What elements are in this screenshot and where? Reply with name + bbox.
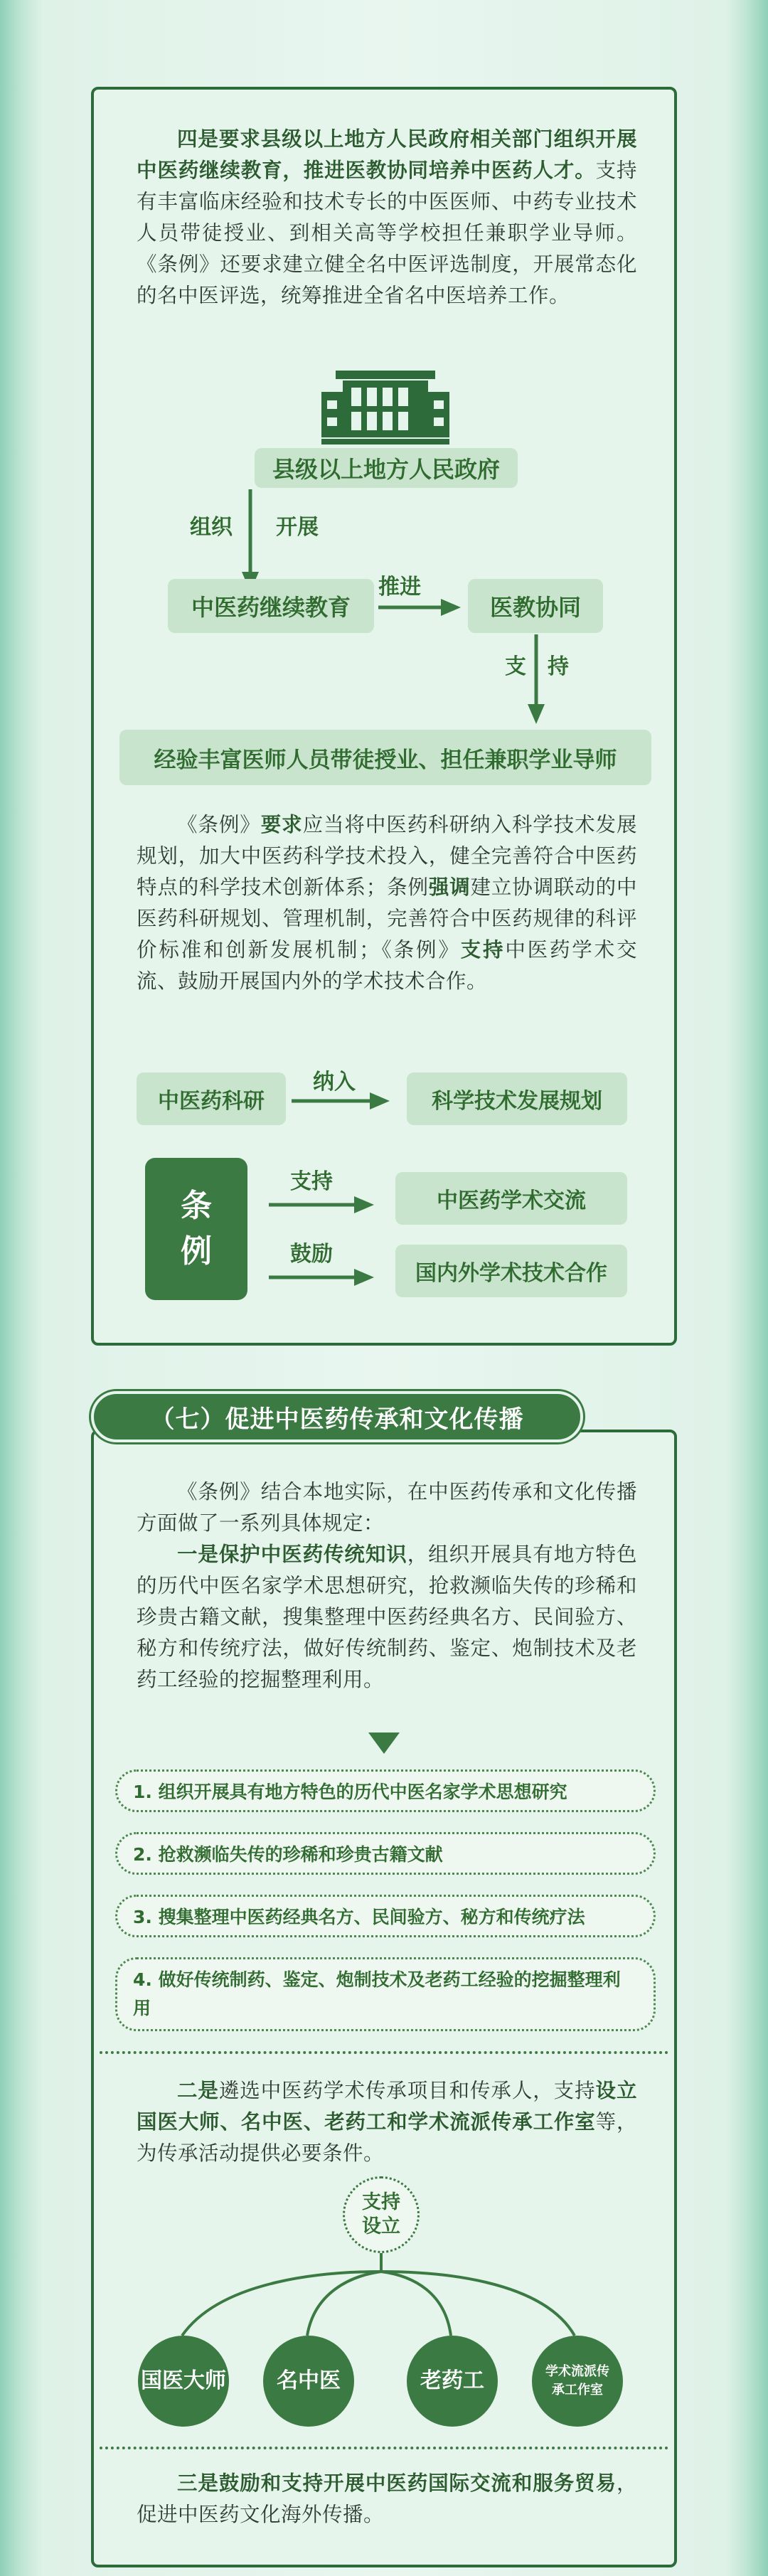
label-conduct: 开展	[276, 515, 319, 540]
divider	[100, 2447, 668, 2449]
arrow-down-icon	[242, 489, 259, 593]
body-text: ，组织开展具有地方特色的历代中医名家学术思想研究，抢救濒临失传的珍稀和珍贵古籍文献，搜集整理中医药经典名方、民间验方、秘方和传统疗法，做好传统制药、鉴定、炮制技术及老药工经验的挖掘整理利用。	[137, 1543, 637, 1691]
body-text: 《条例》	[177, 813, 261, 836]
label-include: 纳入	[313, 1070, 356, 1095]
center-line-2: 设立	[362, 2215, 400, 2237]
tiaoli-char-1: 条	[181, 1188, 212, 1224]
body-text: 《条例》结合本地实际，在中医药传承和文化传播方面做了一系列具体规定：	[137, 1480, 637, 1535]
support-center	[343, 2176, 420, 2253]
arrow-right-icon	[269, 1269, 375, 1286]
emphasis-text: 要求	[260, 813, 303, 836]
coop-box: 医教协同	[468, 579, 603, 633]
arrow-down-icon	[528, 634, 545, 727]
result-box: 经验丰富医师人员带徒授业、担任兼职学业导师	[119, 730, 651, 785]
tiaoli-char-2: 例	[181, 1233, 212, 1270]
label-organize: 组织	[190, 515, 233, 540]
body-text: 建立协调联动的中医药科研规划、管理机制，完善符合中医药规律的科评价标准和创新发展机制；《条例》	[137, 875, 637, 962]
paragraph-first	[137, 1539, 637, 1696]
body-text: 中医药学术交流、鼓励开展国内外的学术技术合作。	[137, 938, 637, 993]
body-text: 遴选中医药学术传承项目和传承人，支持	[218, 2079, 596, 2102]
emphasis-text: 强调	[428, 875, 471, 899]
paragraph-second	[137, 2075, 637, 2169]
rule-item-2: 2. 抢救濒临失传的珍稀和珍贵古籍文献	[115, 1832, 656, 1875]
rule-item-4: 4. 做好传统制药、鉴定、炮制技术及老药工经验的挖掘整理利用	[115, 1957, 656, 2031]
rule-item-1: 1. 组织开展具有地方特色的历代中医名家学术思想研究	[115, 1769, 656, 1812]
paragraph-intro	[137, 1476, 637, 1539]
panel-inheritance	[91, 1430, 677, 2567]
emphasis-text: 设立国医大师、名中医、老药工和学术流派传承工作室	[137, 2079, 637, 2134]
node-master: 国医大师	[138, 2336, 229, 2427]
arrow-right-icon	[378, 599, 461, 616]
plan-box: 科学技术发展规划	[407, 1073, 627, 1125]
rule-item-3: 3. 搜集整理中医药经典名方、民间验方、秘方和传统疗法	[115, 1895, 656, 1937]
node-pharmacist: 老药工	[407, 2336, 498, 2427]
body-text: 等，为传承活动提供必要条件。	[137, 2110, 637, 2165]
divider	[100, 2051, 668, 2054]
panel-education-research	[91, 87, 677, 1346]
emphasis-text: 三是鼓励和支持开展中医药国际交流和服务贸易	[177, 2471, 617, 2495]
body-text: 支持有丰富临床经验和技术专长的中医医师、中药专业技术人员带徒授业、到相关高等学校担任兼职学业导师。《条例》还要求建立健全名中医评选制度，开展常态化的名中医评选，统筹推进全省名中医培养工作。	[137, 159, 637, 307]
tiaoli-box	[145, 1158, 247, 1300]
label-support-1: 支	[505, 654, 526, 679]
exchange-box: 中医药学术交流	[395, 1172, 627, 1225]
paragraph-four	[137, 124, 637, 312]
label-support: 支持	[290, 1169, 333, 1194]
paragraph-research	[137, 809, 637, 997]
triangle-down-icon	[368, 1733, 400, 1754]
arrow-right-icon	[292, 1092, 391, 1109]
label-push: 推进	[378, 575, 421, 600]
emphasis-text: 四是要求县级以上地方人民政府相关部门组织开展中医药继续教育，推进医教协同培养中医药人才。	[137, 127, 637, 182]
edu-box: 中医药继续教育	[168, 579, 374, 633]
paragraph-third	[137, 2468, 637, 2530]
label-encourage: 鼓励	[290, 1242, 333, 1267]
research-box: 中医药科研	[137, 1073, 286, 1125]
emphasis-text: 一是保护中医药传统知识	[177, 1543, 407, 1566]
node-school-studio: 学术流派传承工作室	[532, 2336, 623, 2427]
arrow-right-icon	[269, 1196, 375, 1213]
emphasis-text: 支持	[460, 938, 506, 962]
cooperation-box: 国内外学术技术合作	[395, 1245, 627, 1297]
section-title-seven: （七）促进中医药传承和文化传播	[91, 1391, 583, 1442]
label-support-2: 持	[548, 654, 569, 679]
body-text: 应当将中医药科研纳入科学技术发展规划，加大中医药科学技术投入，健全完善符合中医药特点的科学技术创新体系；条例	[137, 813, 637, 899]
body-text: ，促进中医药文化海外传播。	[137, 2471, 637, 2526]
center-line-1: 支持	[362, 2191, 400, 2213]
node-famous-doctor: 名中医	[263, 2336, 354, 2427]
emphasis-text: 二是	[177, 2079, 219, 2102]
gov-label: 县级以上地方人民政府	[255, 448, 518, 488]
government-building-icon	[321, 371, 449, 449]
